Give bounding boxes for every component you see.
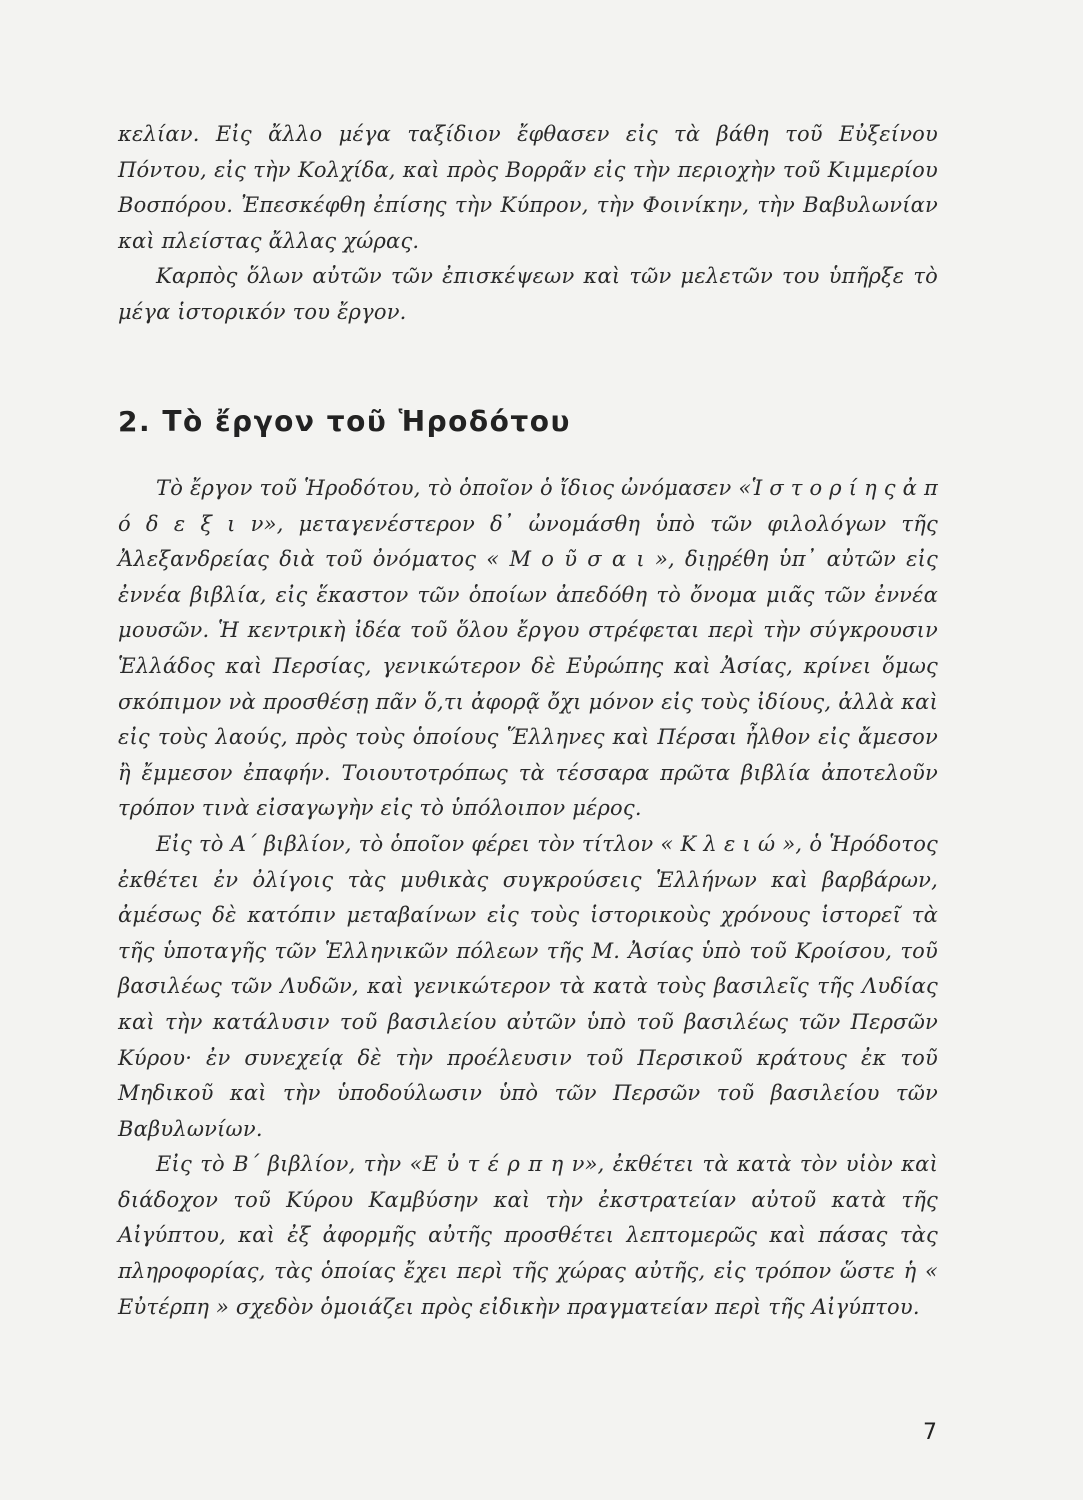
paragraph: κελίαν. Εἰς ἄλλο μέγα ταξίδιον ἔφθασεν εἰς τὰ βάθη τοῦ Εὐξείνου Πόντου, εἰς τὴν Κολχίδα, καὶ πρὸς Βορρᾶν εἰς τὴν περιοχὴν τοῦ Κιμμερίου Βοσπόρου. Ἐπεσκέφθη ἐπίσης τὴν Κύπρον, τὴν Φοινίκην, τὴν Βαβυλωνίαν καὶ πλείστας ἄλλας χώρας. <box>118 122 938 253</box>
section-text-block <box>118 471 938 1325</box>
paragraph: Εἰς τὸ Β΄ βιβλίον, τὴν «Ε ὐ τ έ ρ π η ν», ἐκθέτει τὰ κατὰ τὸν υἱὸν καὶ διάδοχον τοῦ Κύρου Καμβύσην καὶ τὴν ἐκστρατείαν αὐτοῦ κατὰ τῆς Αἰγύπτου, καὶ ἐξ ἀφορμῆς αὐτῆς προσθέτει λεπτομερῶς καὶ πάσας τὰς πληροφορίας, τὰς ὁποίας ἔχει περὶ τῆς χώρας αὐτῆς, εἰς τρόπον ὥστε ἡ « Εὐτέρπη » σχεδὸν ὁμοιάζει πρὸς εἰδικὴν πραγματείαν περὶ τῆς Αἰγύπτου. <box>118 1152 938 1319</box>
paragraph: Καρπὸς ὅλων αὐτῶν τῶν ἐπισκέψεων καὶ τῶν μελετῶν του ὑπῆρξε τὸ μέγα ἱστορικόν του ἔργον. <box>118 264 938 324</box>
paragraph: Τὸ ἔργον τοῦ Ἡροδότου, τὸ ὁποῖον ὁ ἴδιος ὠνόμασεν «Ἱ σ τ ο ρ ί η ς ἀ π ό δ ε ξ ι ν», μεταγενέστερον δ᾽ ὠνομάσθη ὑπὸ τῶν φιλολόγων τῆς Ἀλεξανδρείας διὰ τοῦ ὀνόματος « Μ ο ῦ σ α ι », διῃρέθη ὑπ᾽ αὐτῶν εἰς ἐννέα βιβλία, εἰς ἕκαστον τῶν ὁποίων ἀπεδόθη τὸ ὄνομα μιᾶς τῶν ἐννέα μουσῶν. Ἡ κεντρικὴ ἰδέα τοῦ ὅλου ἔργου στρέφεται περὶ τὴν σύγκρουσιν Ἑλλάδος καὶ Περσίας, γενικώτερον δὲ Εὐρώπης καὶ Ἀσίας, κρίνει ὅμως σκόπιμον νὰ προσθέσῃ πᾶν ὅ,τι ἀφορᾷ ὄχι μόνον εἰς τοὺς ἰδίους, ἀλλὰ καὶ εἰς τοὺς λαούς, πρὸς τοὺς ὁποίους Ἕλληνες καὶ Πέρσαι ἦλθον εἰς ἄμεσον ἢ ἔμμεσον ἐπαφήν. Τοιουτοτρόπως τὰ τέσσαρα πρῶτα βιβλία ἀποτελοῦν τρόπον τινὰ εἰσαγωγὴν εἰς τὸ ὑπόλοιπον μέρος. <box>118 476 938 821</box>
page-number: 7 <box>923 1420 937 1445</box>
top-text-block <box>118 117 938 331</box>
section-heading: 2. Τὸ ἔργον τοῦ Ἡροδότου <box>118 405 571 438</box>
paragraph: Εἰς τὸ Α΄ βιβλίον, τὸ ὁποῖον φέρει τὸν τίτλον « Κ λ ε ι ώ », ὁ Ἡρόδοτος ἐκθέτει ἐν ὀλίγοις τὰς μυθικὰς συγκρούσεις Ἑλλήνων καὶ βαρβάρων, ἀμέσως δὲ κατόπιν μεταβαίνων εἰς τοὺς ἱστορικοὺς χρόνους ἱστορεῖ τὰ τῆς ὑποταγῆς τῶν Ἑλληνικῶν πόλεων τῆς Μ. Ἀσίας ὑπὸ τοῦ Κροίσου, τοῦ βασιλέως τῶν Λυδῶν, καὶ γενικώτερον τὰ κατὰ τοὺς βασιλεῖς τῆς Λυδίας καὶ τὴν κατάλυσιν τοῦ βασιλείου αὐτῶν ὑπὸ τοῦ βασιλέως τῶν Περσῶν Κύρου· ἐν συνεχείᾳ δὲ τὴν προέλευσιν τοῦ Περσικοῦ κράτους ἐκ τοῦ Μηδικοῦ καὶ τὴν ὑποδούλωσιν ὑπὸ τῶν Περσῶν τοῦ βασιλείου τῶν Βαβυλωνίων. <box>118 831 938 1141</box>
